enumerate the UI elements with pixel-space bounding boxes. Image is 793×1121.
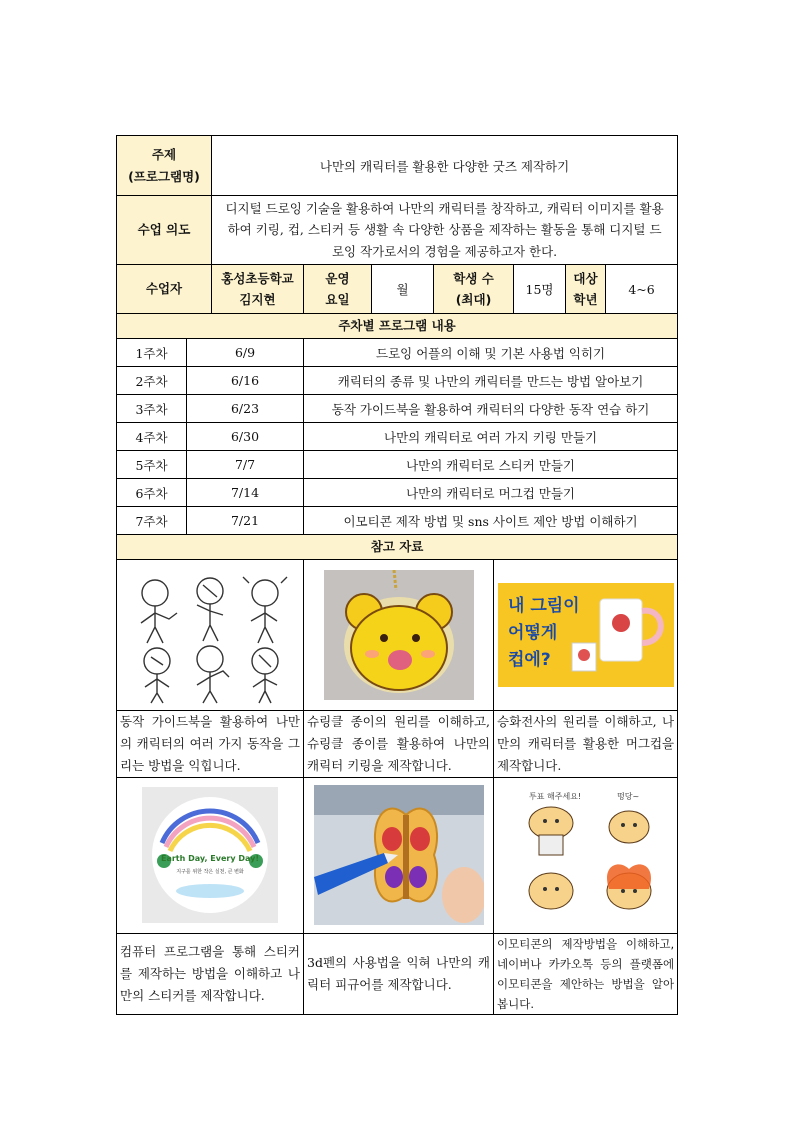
week-content: 이모티콘 제작 방법 및 sns 사이트 제안 방법 이해하기 [304, 507, 678, 535]
program-table [116, 135, 678, 1015]
week-number: 6주차 [117, 479, 187, 507]
week-row [117, 367, 678, 395]
week-content: 나만의 캐릭터로 여러 가지 키링 만들기 [304, 423, 678, 451]
emoji-text-2: 떵당~ [616, 792, 639, 802]
week-date: 6/30 [187, 423, 304, 451]
target-value: 4~6 [606, 265, 678, 314]
teacher-name: 홍성초등학교 김지현 [212, 265, 304, 314]
sticker-photo [142, 787, 278, 923]
program-sheet [116, 135, 677, 1015]
topic-value: 나만의 캐릭터를 활용한 다양한 굿즈 제작하기 [212, 136, 678, 196]
keyring-image [304, 560, 494, 711]
reference-title: 참고 자료 [117, 535, 678, 560]
intent-label: 수업 의도 [117, 196, 212, 265]
mug-image [494, 560, 678, 711]
week-date: 6/9 [187, 339, 304, 367]
week-date: 6/16 [187, 367, 304, 395]
mug-caption-1: 내 그림이 [507, 596, 580, 616]
week-content: 캐릭터의 종류 및 나만의 캐릭터를 만드는 방법 알아보기 [304, 367, 678, 395]
mug-desc: 승화전사의 원리를 이해하고, 나만의 캐릭터를 활용한 머그컵을 제작합니다. [494, 711, 678, 778]
week-content: 드로잉 어플의 이해 및 기본 사용법 익히기 [304, 339, 678, 367]
week-content: 나만의 캐릭터로 스티커 만들기 [304, 451, 678, 479]
emoji-text-1: 투표 해주세요! [528, 792, 581, 802]
motion-guide-desc: 동작 가이드북을 활용하여 나만의 캐릭터의 여러 가지 동작을 그리는 방법을 익힙니다. [117, 711, 304, 778]
week-row [117, 479, 678, 507]
target-label: 대상 학년 [566, 265, 606, 314]
day-label: 운영 요일 [304, 265, 372, 314]
week-content: 동작 가이드북을 활용하여 캐릭터의 다양한 동작 연습 하기 [304, 395, 678, 423]
emoticon-image [494, 777, 678, 933]
motion-guide-illustration [125, 565, 295, 705]
mug-caption-2: 어떻게 [507, 623, 557, 643]
weekly-title: 주차별 프로그램 내용 [117, 314, 678, 339]
emoticon-illustration [501, 785, 671, 925]
week-content: 나만의 캐릭터로 머그컵 만들기 [304, 479, 678, 507]
3dpen-image [304, 777, 494, 933]
week-row [117, 395, 678, 423]
week-date: 7/21 [187, 507, 304, 535]
students-label: 학생 수 (최대) [434, 265, 514, 314]
week-number: 4주차 [117, 423, 187, 451]
3dpen-photo [314, 785, 484, 925]
keyring-desc: 슈링클 종이의 원리를 이해하고, 슈링클 종이를 활용하여 나만의 캐릭터 키링을 제작합니다. [304, 711, 494, 778]
week-date: 6/23 [187, 395, 304, 423]
week-row [117, 339, 678, 367]
intent-value: 디지털 드로잉 기술을 활용하여 나만의 캐릭터를 창작하고, 캐릭터 이미지를 활용하여 키링, 컵, 스티커 등 생활 속 다양한 상품을 제작하는 활동을 통해 디지털 드로잉 작가로서의 경험을 제공하고자 한다. [225, 201, 664, 259]
sticker-sub: 지구를 위한 작은 실천, 큰 변화 [176, 869, 244, 876]
3dpen-desc: 3d펜의 사용법을 익혀 나만의 캐릭터 피규어를 제작합니다. [304, 933, 494, 1015]
week-number: 7주차 [117, 507, 187, 535]
sticker-image [117, 777, 304, 933]
day-value: 월 [372, 265, 434, 314]
sticker-desc: 컴퓨터 프로그램을 통해 스티커를 제작하는 방법을 이해하고 나만의 스티커를 제작합니다. [117, 933, 304, 1015]
keyring-photo [324, 570, 474, 700]
week-row [117, 507, 678, 535]
sticker-text: Earth Day, Every Day! [160, 854, 260, 864]
week-number: 1주차 [117, 339, 187, 367]
mug-photo [498, 583, 674, 687]
week-row [117, 451, 678, 479]
motion-guide-image [117, 560, 304, 711]
week-date: 7/7 [187, 451, 304, 479]
week-number: 2주차 [117, 367, 187, 395]
mug-caption-3: 컵에? [507, 650, 551, 670]
topic-label: 주제 (프로그램명) [117, 136, 212, 196]
emoticon-desc: 이모티콘의 제작방법을 이해하고, 네이버나 카카오톡 등의 플랫폼에 이모티콘을 제안하는 방법을 알아봅니다. [494, 933, 678, 1015]
week-number: 5주차 [117, 451, 187, 479]
week-number: 3주차 [117, 395, 187, 423]
students-value: 15명 [514, 265, 566, 314]
teacher-label: 수업자 [117, 265, 212, 314]
week-date: 7/14 [187, 479, 304, 507]
week-row [117, 423, 678, 451]
